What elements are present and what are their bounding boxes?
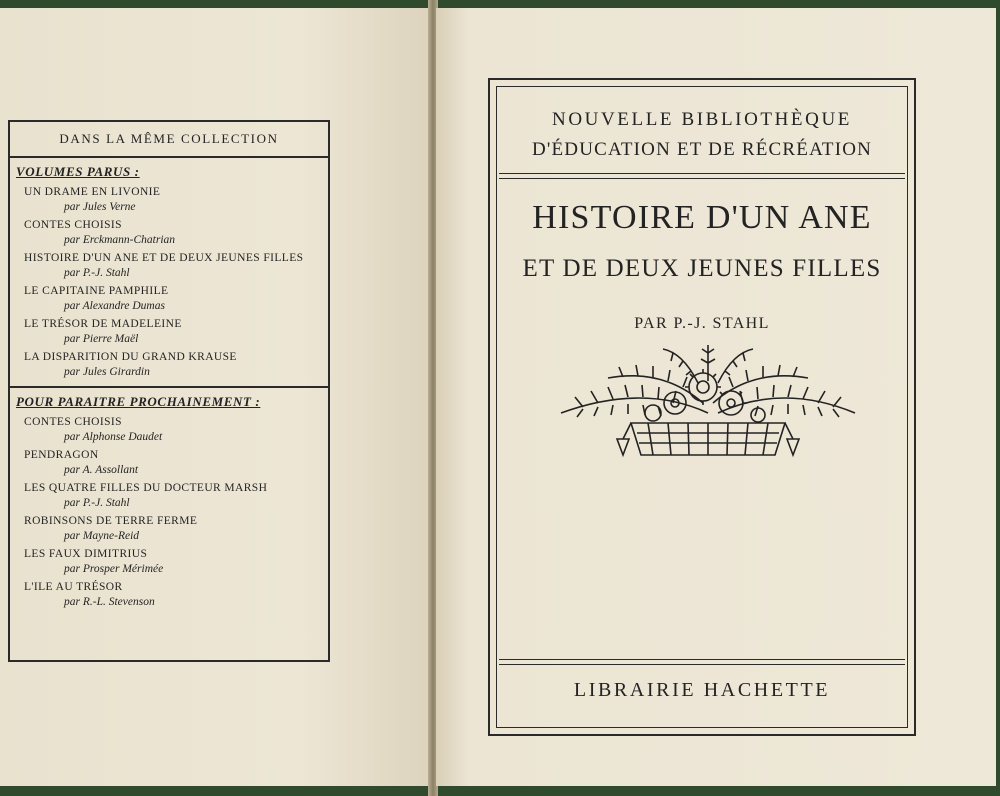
- volumes-parus-list: [10, 180, 328, 380]
- entry-author: par Alphonse Daudet: [64, 431, 163, 443]
- author-byline: PAR P.-J. STAHL: [634, 315, 770, 332]
- title-page-frame: [488, 78, 916, 736]
- list-item: [24, 414, 328, 445]
- series-line-1: NOUVELLE BIBLIOTHÈQUE: [552, 109, 852, 130]
- volumes-parus-heading: VOLUMES PARUS :: [16, 164, 140, 179]
- entry-author: par Jules Verne: [64, 201, 136, 213]
- entry-title: UN DRAME EN LIVONIE: [24, 186, 161, 198]
- entry-author: par P.-J. Stahl: [64, 267, 130, 279]
- entry-title: CONTES CHOISIS: [24, 219, 122, 231]
- list-item: [24, 316, 328, 347]
- list-item: [24, 250, 328, 281]
- flower-basket-ornament-icon: [553, 343, 863, 465]
- entry-title: LES FAUX DIMITRIUS: [24, 548, 148, 560]
- entry-title: LA DISPARITION DU GRAND KRAUSE: [24, 351, 237, 363]
- top-double-rule: [499, 173, 905, 179]
- book-title: HISTOIRE D'UN ANE: [532, 199, 872, 236]
- bottom-double-rule: [499, 659, 905, 665]
- entry-title: HISTOIRE D'UN ANE ET DE DEUX JEUNES FILLES: [24, 252, 304, 264]
- a-paraitre-heading: POUR PARAITRE PROCHAINEMENT :: [16, 394, 261, 409]
- list-item: [24, 283, 328, 314]
- left-page: [0, 8, 430, 786]
- list-item: [24, 217, 328, 248]
- series-line-2: D'ÉDUCATION ET DE RÉCRÉATION: [531, 139, 873, 160]
- entry-title: LES QUATRE FILLES DU DOCTEUR MARSH: [24, 482, 268, 494]
- entry-author: par Jules Girardin: [64, 366, 150, 378]
- entry-author: par P.-J. Stahl: [64, 497, 130, 509]
- list-item: [24, 513, 328, 544]
- list-item: [24, 579, 328, 610]
- list-item: [24, 349, 328, 380]
- list-item: [24, 447, 328, 478]
- publisher-name: LIBRAIRIE HACHETTE: [573, 679, 831, 701]
- list-item: [24, 546, 328, 577]
- entry-author: par Erckmann-Chatrian: [64, 234, 176, 246]
- book-subtitle: ET DE DEUX JEUNES FILLES: [522, 255, 882, 282]
- title-page-inner-frame: [496, 86, 908, 728]
- entry-author: par Pierre Maël: [64, 333, 139, 345]
- entry-author: par Prosper Mérimée: [64, 563, 164, 575]
- entry-title: CONTES CHOISIS: [24, 416, 122, 428]
- entry-author: par Mayne-Reid: [64, 530, 140, 542]
- series-title: [497, 105, 907, 165]
- entry-author: par Alexandre Dumas: [64, 300, 165, 312]
- list-item: [24, 480, 328, 511]
- entry-author: par R.-L. Stevenson: [64, 596, 155, 608]
- entry-title: ROBINSONS DE TERRE FERME: [24, 515, 198, 527]
- collection-heading: DANS LA MÊME COLLECTION: [10, 122, 328, 158]
- entry-author: par A. Assollant: [64, 464, 139, 476]
- entry-title: L'ILE AU TRÉSOR: [24, 581, 123, 593]
- entry-title: LE TRÉSOR DE MADELEINE: [24, 318, 182, 330]
- collection-box: [8, 120, 330, 662]
- entry-title: LE CAPITAINE PAMPHILE: [24, 285, 169, 297]
- entry-title: PENDRAGON: [24, 449, 99, 461]
- a-paraitre-list: [10, 410, 328, 610]
- list-item: [24, 184, 328, 215]
